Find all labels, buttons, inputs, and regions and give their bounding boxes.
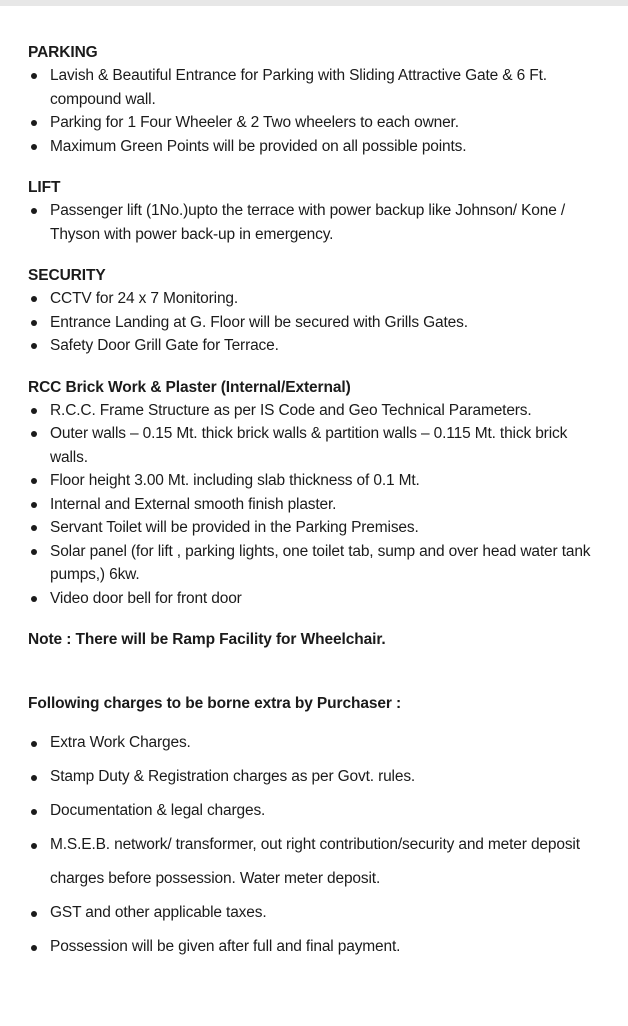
security-section (28, 264, 608, 358)
rcc-brick-work-section (28, 376, 608, 611)
lift-list (28, 199, 608, 246)
extra-charges-list (28, 726, 608, 964)
list-item: Servant Toilet will be provided in the Parking Premises. (28, 516, 608, 540)
list-item: Extra Work Charges. (28, 726, 608, 760)
list-item: GST and other applicable taxes. (28, 896, 608, 930)
list-item: Video door bell for front door (28, 587, 608, 611)
list-item: Floor height 3.00 Mt. including slab thickness of 0.1 Mt. (28, 469, 608, 493)
list-item: Safety Door Grill Gate for Terrace. (28, 334, 608, 358)
section-title-rcc-brick-work: RCC Brick Work & Plaster (Internal/External) (28, 378, 351, 396)
parking-section (28, 41, 608, 158)
lift-section (28, 176, 608, 246)
list-item: Internal and External smooth finish plaster. (28, 493, 608, 517)
wheelchair-note: Note : There will be Ramp Facility for Wheelchair. (28, 631, 386, 648)
list-item: Entrance Landing at G. Floor will be secured with Grills Gates. (28, 311, 608, 335)
list-item: CCTV for 24 x 7 Monitoring. (28, 287, 608, 311)
list-item: Documentation & legal charges. (28, 794, 608, 828)
list-item: R.C.C. Frame Structure as per IS Code and Geo Technical Parameters. (28, 399, 608, 423)
parking-list (28, 64, 608, 158)
list-item: Passenger lift (1No.)upto the terrace with power backup like Johnson/ Kone / Thyson with power back-up in emergency. (28, 199, 608, 246)
list-item: Parking for 1 Four Wheeler & 2 Two wheelers to each owner. (28, 111, 608, 135)
section-title-security: SECURITY (28, 267, 106, 284)
list-item: Maximum Green Points will be provided on all possible points. (28, 135, 608, 159)
list-item: Possession will be given after full and final payment. (28, 930, 608, 964)
security-list (28, 287, 608, 358)
section-title-parking: PARKING (28, 44, 98, 61)
list-item: Outer walls – 0.15 Mt. thick brick walls & partition walls – 0.115 Mt. thick brick walls. (28, 422, 608, 469)
rcc-brick-work-list (28, 399, 608, 611)
section-title-extra-charges: Following charges to be borne extra by Purchaser : (28, 695, 402, 712)
extra-charges-section (28, 692, 608, 964)
page-top-edge (0, 0, 628, 6)
list-item: Stamp Duty & Registration charges as per Govt. rules. (28, 760, 608, 794)
list-item: M.S.E.B. network/ transformer, out right contribution/security and meter deposit charges before possession. Water meter deposit. (28, 828, 608, 896)
specification-document (28, 41, 608, 964)
list-item: Lavish & Beautiful Entrance for Parking with Sliding Attractive Gate & 6 Ft. compound wall. (28, 64, 608, 111)
section-title-lift: LIFT (28, 179, 61, 196)
list-item: Solar panel (for lift , parking lights, one toilet tab, sump and over head water tank pumps,) 6kw. (28, 540, 608, 587)
